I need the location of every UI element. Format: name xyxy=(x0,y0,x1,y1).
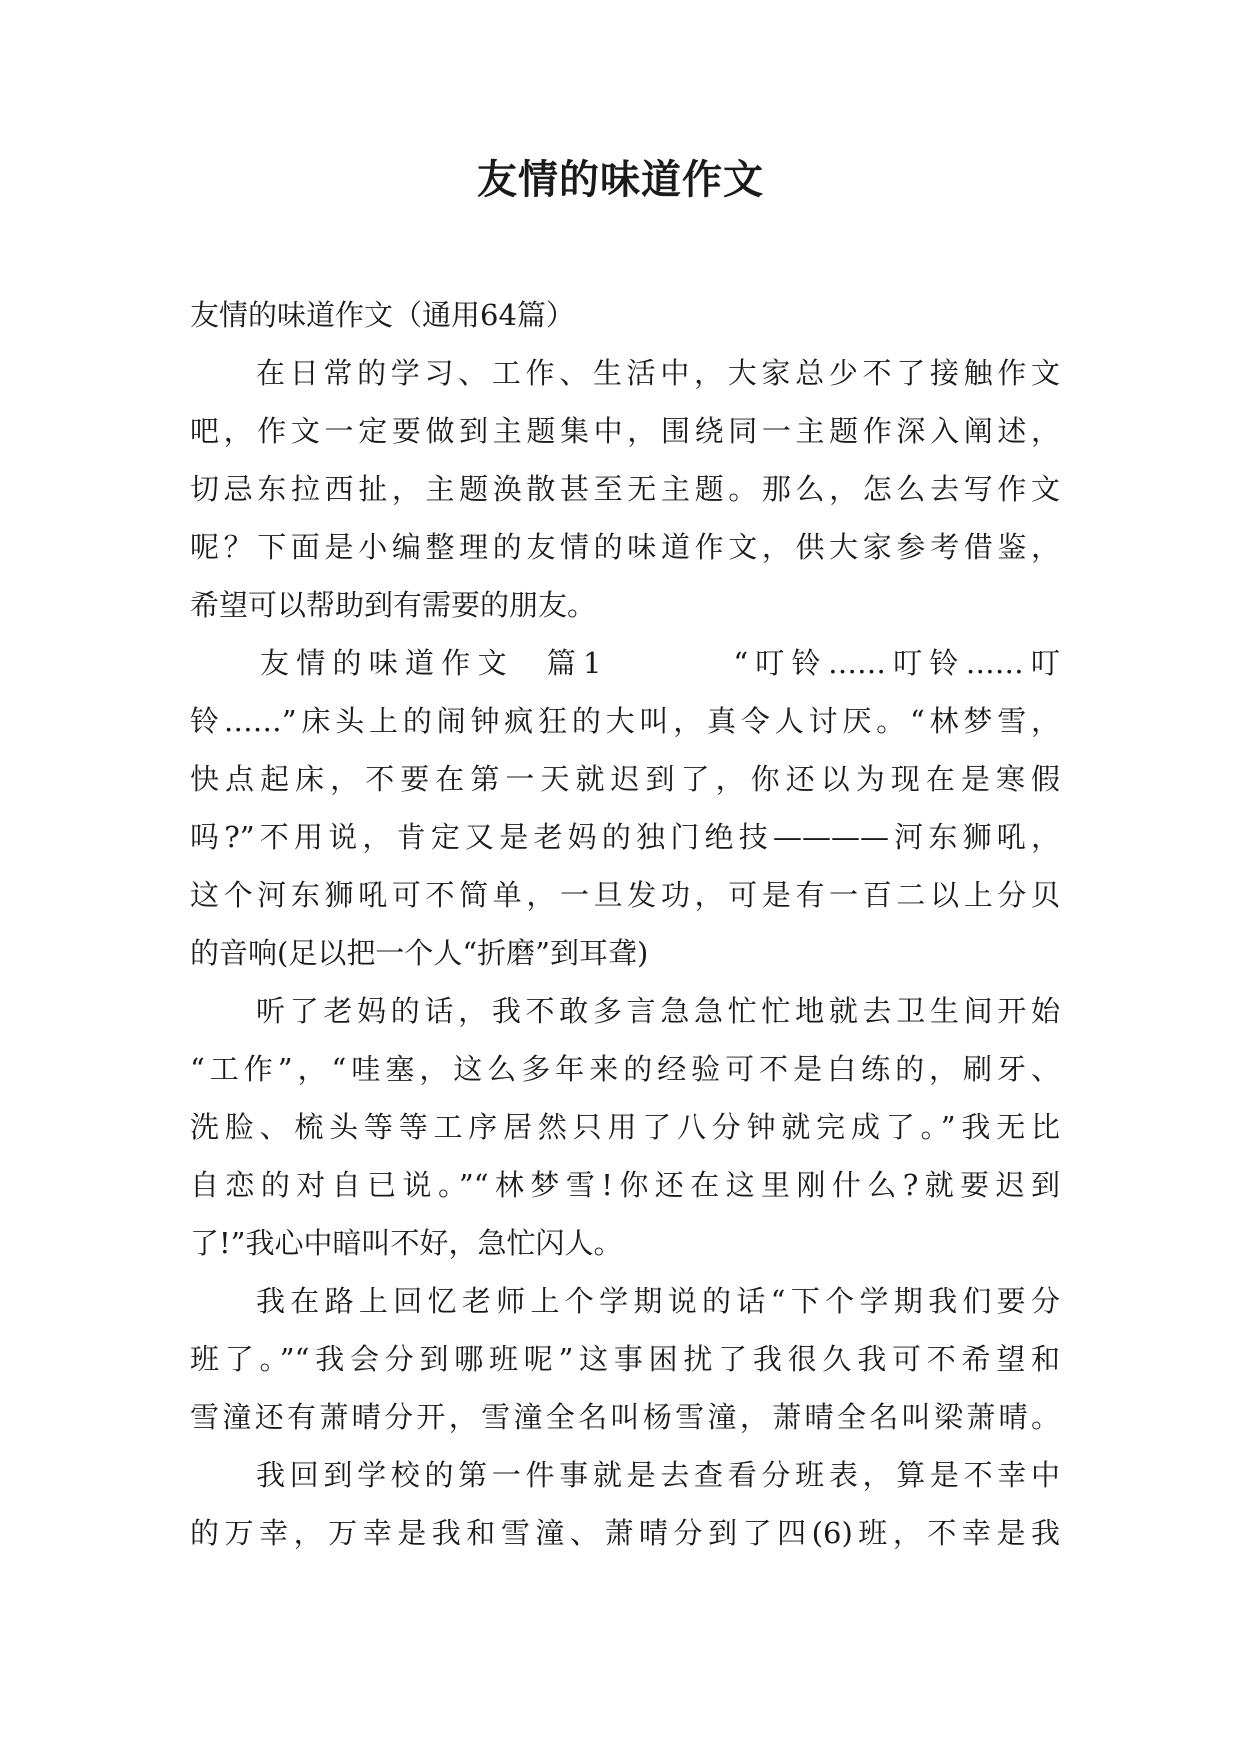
paragraph-line: 吧，作文一定要做到主题集中，围绕同一主题作深入阐述， xyxy=(190,414,1060,448)
subtitle-line: 友情的味道作文（通用64篇） xyxy=(190,298,575,332)
paragraph-line: 我在路上回忆老师上个学期说的话“下个学期我们要分 xyxy=(256,1284,1060,1318)
paragraph-line: 洗脸、梳头等等工序居然只用了八分钟就完成了。”我无比 xyxy=(190,1110,1060,1144)
paragraph-line: 听了老妈的话，我不敢多言急急忙忙地就去卫生间开始 xyxy=(256,994,1060,1028)
paragraph-line: 了!”我心中暗叫不好，急忙闪人。 xyxy=(190,1226,623,1260)
paragraph-line: 铃……”床头上的闹钟疯狂的大叫，真令人讨厌。“林梦雪， xyxy=(190,704,1060,738)
document-body xyxy=(190,286,1060,1562)
paragraph-line: 班了。”“我会分到哪班呢”这事困扰了我很久我可不希望和 xyxy=(190,1342,1060,1376)
paragraph-line: 在日常的学习、工作、生活中，大家总少不了接触作文 xyxy=(256,356,1060,390)
paragraph-line: 我回到学校的第一件事就是去查看分班表，算是不幸中 xyxy=(256,1458,1060,1492)
paragraph-line: 的万幸，万幸是我和雪潼、萧晴分到了四(6)班，不幸是我 xyxy=(190,1516,1060,1550)
paragraph-line: 友情的味道作文 篇1 “叮铃……叮铃……叮 xyxy=(260,646,1060,680)
paragraph-line: 这个河东狮吼可不简单，一旦发功，可是有一百二以上分贝 xyxy=(190,878,1060,912)
paragraph-line: 希望可以帮助到有需要的朋友。 xyxy=(190,588,597,622)
paragraph-line: 切忌东拉西扯，主题涣散甚至无主题。那么，怎么去写作文 xyxy=(190,472,1060,506)
paragraph-line: 雪潼还有萧晴分开，雪潼全名叫杨雪潼，萧晴全名叫梁萧晴。 xyxy=(190,1400,1060,1434)
document-title: 友情的味道作文 xyxy=(477,157,764,203)
paragraph-line: 呢？下面是小编整理的友情的味道作文，供大家参考借鉴， xyxy=(190,530,1060,564)
paragraph-line: “工作”，“哇塞，这么多年来的经验可不是白练的，刷牙、 xyxy=(190,1052,1060,1086)
paragraph-line: 快点起床，不要在第一天就迟到了，你还以为现在是寒假 xyxy=(190,762,1060,796)
paragraph-line: 自恋的对自已说。”“林梦雪!你还在这里刚什么?就要迟到 xyxy=(190,1168,1060,1202)
paragraph-line: 的音响(足以把一个人“折磨”到耳聋) xyxy=(190,936,649,970)
paragraph-line: 吗?”不用说，肯定又是老妈的独门绝技————河东狮吼， xyxy=(190,820,1060,854)
